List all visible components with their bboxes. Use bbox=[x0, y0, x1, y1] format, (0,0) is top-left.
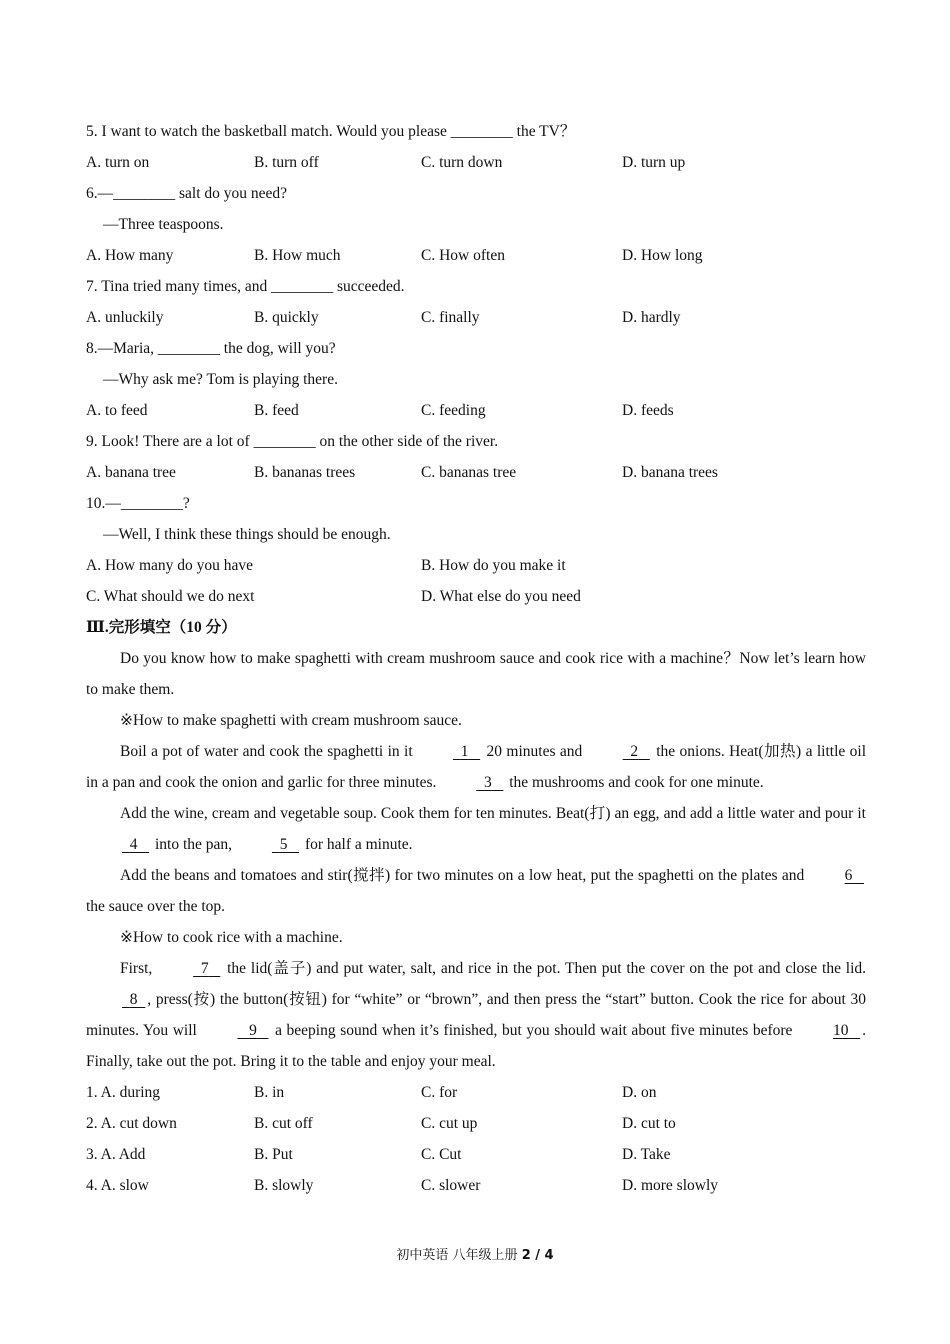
option-d: D. banana trees bbox=[622, 464, 718, 481]
question-8-reply: —Why ask me? Tom is playing there. bbox=[103, 371, 338, 388]
option-d: D. cut to bbox=[622, 1115, 676, 1132]
blank-6 bbox=[809, 860, 866, 891]
question-6-reply: —Three teaspoons. bbox=[103, 216, 224, 233]
blank-number: 4 bbox=[129, 836, 138, 853]
blank-number: 10 bbox=[833, 1022, 849, 1039]
option-a: 1. A. during bbox=[86, 1084, 161, 1101]
passage-text: . Finally, take out the pot. Bring it to the table and enjoy your meal. bbox=[86, 1022, 867, 1070]
option-c: C. turn down bbox=[421, 154, 503, 171]
question-6-options bbox=[86, 240, 866, 271]
blank-number: 6 bbox=[844, 867, 853, 884]
question-6-stem: 6.—________ salt do you need? bbox=[86, 185, 288, 202]
question-7-stem: 7. Tina tried many times, and ________ succeeded. bbox=[86, 278, 405, 295]
passage-text: the mushrooms and cook for one minute. bbox=[509, 774, 764, 791]
footer-text: 初中英语 八年级上册 bbox=[396, 1248, 522, 1263]
blank-number: 5 bbox=[279, 836, 288, 853]
option-a: A. turn on bbox=[86, 154, 150, 171]
passage-subtitle-spaghetti: ※How to make spaghetti with cream mushroom sauce. bbox=[120, 712, 462, 729]
question-5-stem: 5. I want to watch the basketball match. Would you please ________ the TV？ bbox=[86, 123, 576, 140]
question-5-options bbox=[86, 147, 866, 178]
question-9-options bbox=[86, 457, 866, 488]
option-a: A. to feed bbox=[86, 402, 148, 419]
passage-text: for half a minute. bbox=[304, 836, 413, 853]
option-a: 4. A. slow bbox=[86, 1177, 149, 1194]
blank-4 bbox=[86, 829, 151, 860]
option-a: A. unluckily bbox=[86, 309, 164, 326]
blank-7 bbox=[157, 953, 222, 984]
option-d: D. feeds bbox=[622, 402, 674, 419]
passage-paragraph-3 bbox=[86, 860, 866, 922]
option-c: C. slower bbox=[421, 1177, 481, 1194]
cloze-options-3 bbox=[86, 1139, 866, 1170]
option-c: C. How often bbox=[421, 247, 505, 264]
passage-text: the lid(盖子) and put water, salt, and rice in the pot. Then put the cover on the pot and close the lid. bbox=[227, 960, 867, 977]
option-c: C. finally bbox=[421, 309, 480, 326]
blank-number: 3 bbox=[484, 774, 492, 791]
option-b: B. feed bbox=[254, 402, 299, 419]
blank-8 bbox=[86, 984, 147, 1015]
passage-paragraph-4 bbox=[86, 953, 866, 1077]
blank-number: 7 bbox=[200, 960, 209, 977]
option-d: D. hardly bbox=[622, 309, 681, 326]
passage-paragraph-1 bbox=[86, 736, 866, 798]
cloze-options-4 bbox=[86, 1170, 866, 1201]
page-footer bbox=[0, 1244, 950, 1263]
option-a: A. How many bbox=[86, 247, 174, 264]
option-a: 3. A. Add bbox=[86, 1146, 146, 1163]
passage-text: , press(按) the button(按钮) for “white” or “brown”, and then press the “start” button. Cook the rice for about 30 minutes. You will bbox=[86, 991, 866, 1039]
question-7-options bbox=[86, 302, 866, 333]
option-d: D. Take bbox=[622, 1146, 671, 1163]
option-b: B. How much bbox=[254, 247, 341, 264]
option-c: C. What should we do next bbox=[86, 588, 255, 605]
passage-text: a beeping sound when it’s finished, but you should wait about five minutes before bbox=[275, 1022, 793, 1039]
blank-number: 8 bbox=[129, 991, 138, 1008]
passage-text: Boil a pot of water and cook the spaghetti in it bbox=[120, 743, 413, 760]
blank-5 bbox=[236, 829, 301, 860]
option-b: B. How do you make it bbox=[421, 557, 566, 574]
question-9-stem: 9. Look! There are a lot of ________ on the other side of the river. bbox=[86, 433, 499, 450]
cloze-options-1 bbox=[86, 1077, 866, 1108]
option-c: C. Cut bbox=[421, 1146, 462, 1163]
blank-number: 9 bbox=[249, 1022, 257, 1039]
option-d: D. How long bbox=[622, 247, 703, 264]
option-b: B. Put bbox=[254, 1146, 293, 1163]
option-d: D. on bbox=[622, 1084, 657, 1101]
option-d: D. turn up bbox=[622, 154, 686, 171]
question-8-stem: 8.—Maria, ________ the dog, will you? bbox=[86, 340, 336, 357]
passage-text: into the pan, bbox=[155, 836, 233, 853]
passage-text: Add the wine, cream and vegetable soup. Cook them for ten minutes. Beat(打) an egg, and add a little water and pour it bbox=[120, 805, 866, 822]
page-number: 2 / 4 bbox=[521, 1248, 554, 1263]
option-b: B. turn off bbox=[254, 154, 319, 171]
exam-page bbox=[86, 116, 866, 1201]
blank-number: 1 bbox=[460, 743, 469, 760]
blank-9 bbox=[201, 1015, 270, 1046]
option-d: D. What else do you need bbox=[421, 588, 581, 605]
passage-text: Add the beans and tomatoes and stir(搅拌) for two minutes on a low heat, put the spaghetti on the plates and bbox=[120, 867, 805, 884]
option-b: B. bananas trees bbox=[254, 464, 356, 481]
passage-paragraph-2 bbox=[86, 798, 866, 860]
option-b: B. cut off bbox=[254, 1115, 313, 1132]
passage-intro: Do you know how to make spaghetti with cream mushroom sauce and cook rice with a machine？Now let’s learn how to make them. bbox=[86, 650, 866, 698]
blank-1 bbox=[417, 736, 482, 767]
section-heading: Ⅲ.完形填空（10 分） bbox=[86, 619, 237, 636]
question-10-reply: —Well, I think these things should be enough. bbox=[103, 526, 391, 543]
option-c: C. for bbox=[421, 1084, 458, 1101]
option-b: B. slowly bbox=[254, 1177, 314, 1194]
option-c: C. feeding bbox=[421, 402, 486, 419]
option-c: C. bananas tree bbox=[421, 464, 517, 481]
option-a: A. banana tree bbox=[86, 464, 176, 481]
question-10-options-row1 bbox=[86, 550, 866, 581]
option-a: A. How many do you have bbox=[86, 557, 254, 574]
passage-text: First, bbox=[120, 960, 153, 977]
option-b: B. quickly bbox=[254, 309, 319, 326]
passage-text: 20 minutes and bbox=[486, 743, 583, 760]
passage-subtitle-rice: ※How to cook rice with a machine. bbox=[120, 929, 343, 946]
option-d: D. more slowly bbox=[622, 1177, 719, 1194]
question-10-stem: 10.—________? bbox=[86, 495, 190, 512]
blank-10 bbox=[797, 1015, 862, 1046]
question-10-options-row2 bbox=[86, 581, 866, 612]
passage-text: the onions. Heat(加热) a little oil in a pan and cook the onion and garlic for three minutes. bbox=[86, 743, 867, 791]
option-a: 2. A. cut down bbox=[86, 1115, 177, 1132]
blank-number: 2 bbox=[630, 743, 639, 760]
blank-2 bbox=[587, 736, 652, 767]
passage-text: the sauce over the top. bbox=[86, 898, 226, 915]
option-c: C. cut up bbox=[421, 1115, 478, 1132]
question-8-options bbox=[86, 395, 866, 426]
cloze-options-2 bbox=[86, 1108, 866, 1139]
blank-3 bbox=[440, 767, 505, 798]
option-b: B. in bbox=[254, 1084, 285, 1101]
